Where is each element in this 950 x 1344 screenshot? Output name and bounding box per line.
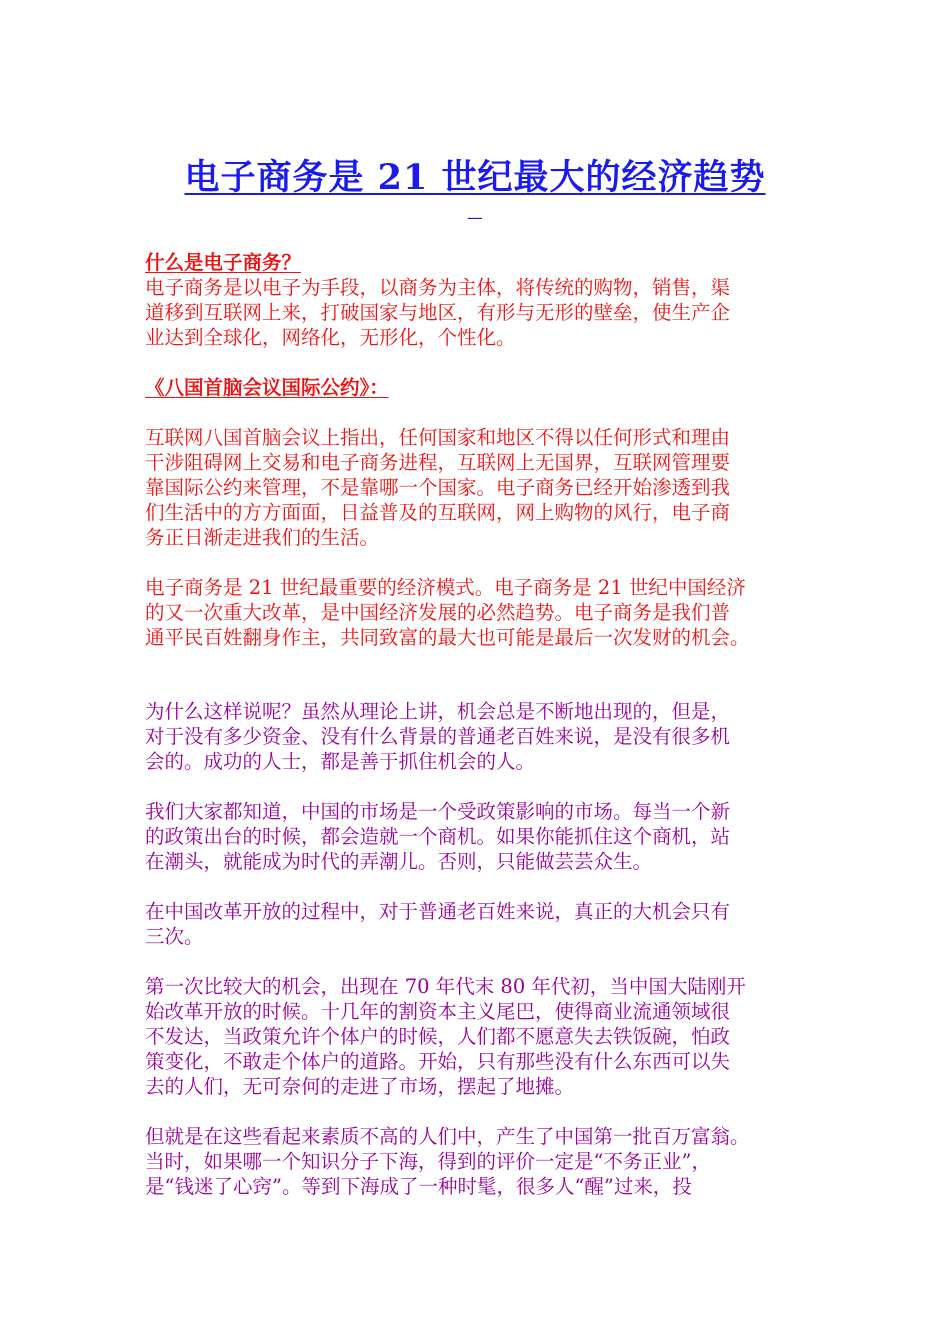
- paragraph-line: 策变化，不敢走个体户的道路。开始，只有那些没有什么东西可以失: [145, 1050, 731, 1073]
- paragraph-line: 去的人们，无可奈何的走进了市场，摆起了地摊。: [145, 1075, 575, 1098]
- paragraph: [145, 1124, 810, 1199]
- section-heading: 《八国首脑会议国际公约》：: [145, 376, 389, 399]
- paragraph: [145, 699, 810, 774]
- paragraph: [145, 974, 810, 1099]
- paragraph-line: 在潮头，就能成为时代的弄潮儿。否则，只能做芸芸众生。: [145, 850, 653, 873]
- paragraph-line: 电子商务是以电子为手段，以商务为主体，将传统的购物，销售，渠: [145, 276, 731, 299]
- paragraph-line: 通平民百姓翻身作主，共同致富的最大也可能是最后一次发财的机会。: [145, 626, 750, 649]
- paragraph-line: 始改革开放的时候。十几年的割资本主义尾巴，使得商业流通领域很: [145, 1000, 731, 1023]
- paragraph-line: 互联网八国首脑会议上指出，任何国家和地区不得以任何形式和理由: [145, 426, 731, 449]
- paragraph-line: 我们大家都知道，中国的市场是一个受政策影响的市场。每当一个新: [145, 800, 731, 823]
- paragraph-line: 的政策出台的时候，都会造就一个商机。如果你能抓住这个商机，站: [145, 825, 731, 848]
- paragraph-line: 是“钱迷了心窍”。等到下海成了一种时髦，很多人“醒”过来，投: [145, 1175, 692, 1198]
- paragraph-line: 务正日渐走进我们的生活。: [145, 526, 380, 549]
- paragraph-line: 为什么这样说呢？虽然从理论上讲，机会总是不断地出现的，但是，: [145, 700, 731, 723]
- paragraph: [145, 425, 810, 550]
- paragraph-line: 对于没有多少资金、没有什么背景的普通老百姓来说，是没有很多机: [145, 725, 731, 748]
- paragraph-line: 不发达，当政策允许个体户的时候，人们都不愿意失去铁饭碗，怕政: [145, 1025, 731, 1048]
- section-g8-convention: [145, 375, 810, 400]
- paragraph-line: 们生活中的方方面面，日益普及的互联网，网上购物的风行，电子商: [145, 501, 731, 524]
- paragraph-line: 在中国改革开放的过程中，对于普通老百姓来说，真正的大机会只有: [145, 900, 731, 923]
- page-title[interactable]: 电子商务是 21 世纪最大的经济趋势: [184, 157, 766, 198]
- paragraph: [145, 899, 810, 949]
- title-dash: —: [467, 208, 483, 227]
- paragraph-line: 靠国际公约来管理，不是靠哪一个国家。电子商务已经开始渗透到我: [145, 476, 731, 499]
- paragraph-line: 的又一次重大改革，是中国经济发展的必然趋势。电子商务是我们普: [145, 601, 731, 624]
- paragraph-line: 第一次比较大的机会，出现在 70 年代末 80 年代初，当中国大陆刚开: [145, 975, 746, 998]
- paragraph: [145, 575, 810, 650]
- paragraph-line: 三次。: [145, 925, 204, 948]
- paragraph-line: 干涉阻碍网上交易和电子商务进程，互联网上无国界，互联网管理要: [145, 451, 731, 474]
- paragraph-line: 但就是在这些看起来素质不高的人们中，产生了中国第一批百万富翁。: [145, 1125, 750, 1148]
- paragraph: [145, 799, 810, 874]
- paragraph-line: 会的。成功的人士，都是善于抓住机会的人。: [145, 750, 536, 773]
- paragraph-line: 业达到全球化，网络化，无形化，个性化。: [145, 326, 516, 349]
- section-heading: 什么是电子商务？: [145, 251, 302, 274]
- section-what-is-ecommerce: [145, 250, 810, 350]
- paragraph-line: 道移到互联网上来，打破国家与地区，有形与无形的壁垒，使生产企: [145, 301, 731, 324]
- paragraph-line: 当时，如果哪一个知识分子下海，得到的评价一定是“不务正业”，: [145, 1150, 711, 1173]
- paragraph-line: 电子商务是 21 世纪最重要的经济模式。电子商务是 21 世纪中国经济: [145, 576, 746, 599]
